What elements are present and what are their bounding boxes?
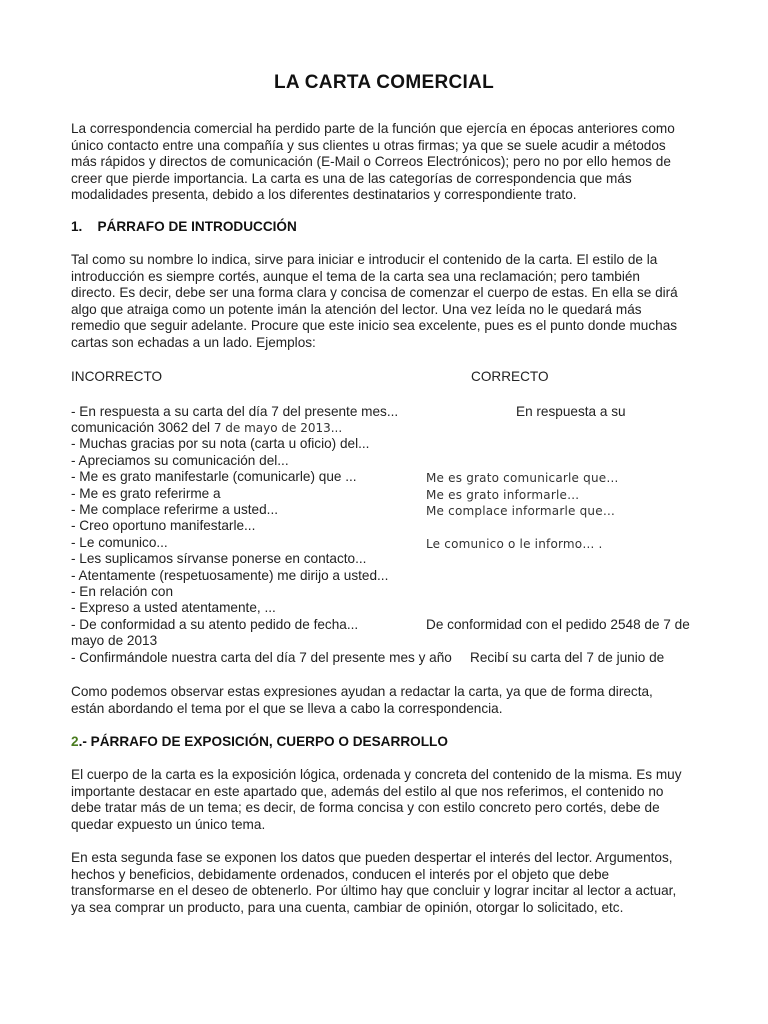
section1-paragraph (71, 252, 697, 352)
example-incorrect: - En respuesta a su carta del día 7 del presente mes... (71, 404, 399, 419)
example-incorrect: - Expreso a usted atentamente, ... (71, 600, 276, 615)
example-incorrect: - De conformidad a su atento pedido de fecha... (71, 617, 359, 632)
section1-line: introducción es siempre cortés, aunque el tema de la carta sea una reclamación; pero también (71, 268, 640, 284)
intro-line: La correspondencia comercial ha perdido parte de la función que ejercía en épocas anteriores como (71, 121, 675, 136)
section2-heading (71, 734, 448, 749)
section2-paragraph-2 (71, 850, 697, 916)
example-incorrect: - Me es grato manifestarle (comunicarle) que ... (71, 469, 357, 484)
intro-line: único contacto entre una compañía y sus clientes u otras firmas; ya que se suele acudir a métodos (71, 137, 666, 153)
example-incorrect: - Confirmándole nuestra carta del día 7 del presente mes y año (71, 650, 452, 665)
example-continuation-text: comunicación 3062 del (71, 420, 214, 435)
section2-line: En esta segunda fase se exponen los datos que pueden despertar el interés del lector. Argumentos, (71, 850, 673, 865)
example-incorrect: - Le comunico... (71, 535, 168, 550)
section1-line: algo que atraiga como un potente imán la atención del lector. Una vez leída no le quedará más (71, 301, 642, 317)
section2-line: ya sea comprar un producto, para una cuenta, cambiar de opinión, otorgar lo solicitado, etc. (71, 899, 624, 915)
section1-line: directo. Es decir, debe ser una forma clara y concisa de comenzar el cuerpo de estas. En ella se dirá (71, 285, 678, 301)
section2-line: El cuerpo de la carta es la exposición lógica, ordenada y concreta del contenido de la misma. Es muy (71, 767, 682, 782)
example-correct: De conformidad con el pedido 2548 de 7 de (426, 617, 690, 632)
closing-line: Como podemos observar estas expresiones ayudan a redactar la carta, ya que de forma directa, (71, 684, 653, 699)
section1-heading (71, 219, 297, 234)
example-continuation (71, 420, 342, 437)
intro-line: modalidades presenta, debido a los diferentes destinatarios y correspondiente trato. (71, 187, 577, 203)
example-correct: Me es grato comunicarle que… (426, 471, 619, 485)
section1-line: remedio que seguir adelante. Procure que este inicio sea excelente, pues es el punto donde muchas (71, 318, 678, 334)
section1-line: Tal como su nombre lo indica, sirve para iniciar e introducir el contenido de la carta. El estilo de la (71, 252, 658, 267)
document-title: LA CARTA COMERCIAL (273, 72, 494, 93)
closing-line: están abordando el tema por el que se lleva a cabo la correspondencia. (71, 700, 503, 716)
example-date: 7 de mayo de 2013... (213, 421, 343, 435)
example-incorrect: - Me es grato referirme a (71, 486, 221, 501)
section2-title: .- PÁRRAFO DE EXPOSICIÓN, CUERPO O DESARROLLO (78, 734, 448, 749)
section2-line: importante destacar en este apartado que, además del estilo al que nos referimos, el contenido no (71, 783, 664, 799)
example-incorrect: - Les suplicamos sírvanse ponerse en contacto... (71, 551, 367, 566)
example-incorrect: - Apreciamos su comunicación del... (71, 453, 289, 468)
column-header-incorrect: INCORRECTO (71, 369, 163, 384)
example-correct: Me complace informarle que… (426, 504, 616, 518)
intro-paragraph (71, 121, 697, 204)
example-incorrect: - Atentamente (respetuosamente) me dirijo a usted... (71, 568, 389, 583)
section2-paragraph-1 (71, 767, 697, 833)
example-incorrect: - En relación con (71, 584, 174, 599)
section2-line: debe tratar más de un tema; es decir, de forma concisa y con estilo concreto pero cortés, debe de (71, 800, 660, 816)
section2-line: hechos y beneficios, debidamente ordenados, conducen el interés por el objeto que debe (71, 866, 610, 882)
section2-number: 2 (71, 734, 79, 749)
example-correct: Me es grato informarle… (426, 488, 580, 502)
example-incorrect: - Me complace referirme a usted... (71, 502, 278, 517)
section2-line: transformarse en el deseo de obtenerlo. Por último hay que concluir y lograr incitar al lector a actuar, (71, 883, 677, 899)
intro-line: más rápidos y directos de comunicación (E-Mail o Correos Electrónicos); pero no por ello hemos de (71, 154, 671, 170)
intro-line: creer que pierde importancia. La carta es una de las categorías de correspondencia que más (71, 170, 632, 186)
example-correct: En respuesta a su (516, 404, 626, 419)
example-incorrect: - Creo oportuno manifestarle... (71, 518, 256, 533)
section1-closing (71, 684, 697, 717)
example-correct: Le comunico o le informo… . (426, 537, 603, 551)
example-continuation: mayo de 2013 (71, 633, 158, 648)
section2-line: quedar expuesto un único tema. (71, 816, 266, 832)
section1-line: cartas son echadas a un lado. Ejemplos: (71, 334, 316, 350)
column-header-correct: CORRECTO (471, 369, 549, 384)
section1-title: PÁRRAFO DE INTRODUCCIÓN (97, 219, 297, 234)
section1-number: 1. (71, 219, 83, 234)
example-incorrect: - Muchas gracias por su nota (carta u oficio) del... (71, 436, 370, 451)
example-correct: Recibí su carta del 7 de junio de (470, 650, 665, 665)
